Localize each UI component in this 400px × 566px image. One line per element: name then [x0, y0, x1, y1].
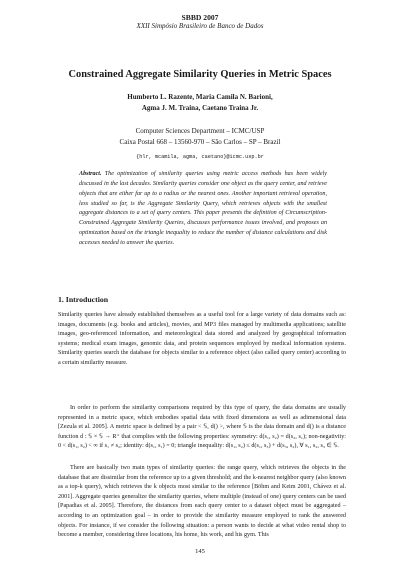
intro-paragraph: Similarity queries have already established themselves as a useful tool for a large variety of data domains such as: images, documents (e.g. books and articles), movies, and MP3 files managed by multimedia applications; satellite images, geo-referenced information, and meteorological data stored and analyzed by geographical information systems; medical exam images, genomic data, and protein sequences employed by medical information systems. Similarity queries search the database for objects similar to a reference object (also called query center) according to a certain similarity measure. — [58, 312, 346, 366]
affiliation-line: Caixa Postal 668 – 13560-970 – São Carlos – SP – Brazil — [119, 138, 281, 146]
intro-paragraph: In order to perform the similarity comparisons required by this type of query, the data domains are usually represented in a metric space, which embodies spatial data with fixed dimensions as well as adimensional data [Zezula et al. 2005]. A metric space is defined by a pair < 𝕊, d() >, where 𝕊 is the data domain and d() is a distance function d : 𝕊 × 𝕊 → R⁺ that complies with the following properties: symmetry: d(s₁, s₂) = d(s₂, s₁); non-negativity: 0 < d(s₁, s₂) < ∞ if s₁ ≠ s₂; identity: d(s₁, s₁) = 0; triangle inequality: d(s₁, s₂) ≤ d(s₁, s₃) + d(s₃, s₂), ∀ s₁, s₂, s₃ ∈ 𝕊. — [58, 405, 346, 450]
author-line: Agma J. M. Traina, Caetano Traina Jr. — [141, 104, 259, 112]
abstract-label: Abstract. — [79, 171, 102, 177]
intro-paragraph: There are basically two main types of similarity queries: the range query, which retrieves the objects in the database that are dissimilar from the reference up to a given threshold; and the k-nearest neighbor query (also known as a top-k query), which retrieves the k objects most similar to the reference [Böhm and Keim 2001, Chávez et al. 2001]. Aggregate queries generalize the similarity queries, where multiple (instead of one) query centers can be used [Papadias et al. 2005]. Therefore, the distances from each query center to a dataset object must be aggregated – according to an optimization goal – in order to provide the similarity measure employed to rank the answered objects. For instance, if we consider the following situation: a person wants to decide at what video rental shop to become a member, considering three locations, his home, his work, and his gym. This — [58, 465, 346, 539]
affiliation — [40, 126, 360, 148]
abstract-text: The optimization of similarity queries using metric access methods has been widely discussed in the last decades. Similarity queries consider one object as the query center, and retrieve objects that are either far up to a radius or the nearest ones. Another important retrieval operation, less studied so far, is the Aggregate Similarity Query, which retrieves objects with the smallest aggregate distances to a set of query centers. This paper presents the definition of Circumscription-Constrained Aggregate Similarity Queries, discusses performance issues involved, and proposes an optimization based on the triangle inequality to reduce the number of distance calculations and disk accesses needed to answer the queries. — [79, 171, 327, 246]
conference-subtitle: XXII Simpósio Brasileiro de Banco de Dados — [136, 22, 264, 30]
author-list — [40, 92, 360, 114]
page-number: 145 — [195, 548, 205, 555]
abstract — [79, 170, 327, 249]
author-email: {hlr, mcamila, agma, caetano}@icmc.usp.br — [136, 154, 264, 160]
paper-title: Constrained Aggregate Similarity Queries in Metric Spaces — [68, 69, 332, 80]
conference-name: SBBD 2007 — [181, 13, 219, 22]
section-heading: 1. Introduction — [58, 295, 109, 304]
author-line: Humberto L. Razente, Maria Camila N. Barioni, — [127, 93, 273, 101]
affiliation-line: Computer Sciences Department – ICMC/USP — [135, 127, 265, 135]
